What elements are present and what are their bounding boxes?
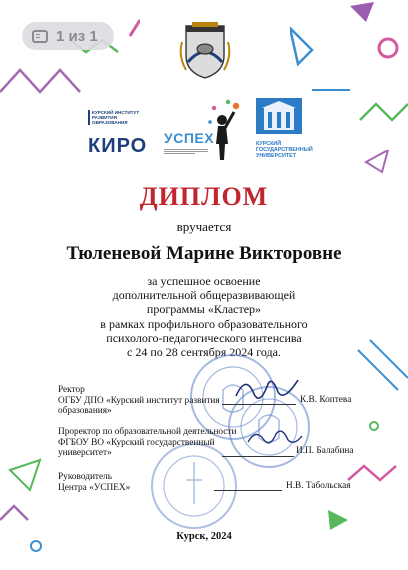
diploma-title: ДИПЛОМ xyxy=(139,182,269,211)
signer-role-line: ОГБУ ДПО «Курский институт развития xyxy=(58,395,220,406)
page-indicator[interactable] xyxy=(22,22,114,50)
reason-text xyxy=(0,274,408,359)
place-year: Курск, 2024 xyxy=(176,531,232,542)
uspeh-logo-word: УСПЕХ xyxy=(164,130,215,146)
signer-name: И.П. Балабина xyxy=(296,446,354,456)
signature-line xyxy=(222,456,294,457)
kiro-logo-small-text: КУРСКИЙ ИНСТИТУТ РАЗВИТИЯ ОБРАЗОВАНИЯ xyxy=(92,110,140,126)
signature-balabina xyxy=(244,424,304,450)
signer-name: К.В. Коптева xyxy=(300,395,352,405)
reason-line: за успешное освоение xyxy=(147,274,261,288)
ksu-logo xyxy=(256,98,313,162)
reason-line: в рамках профильного образовательного xyxy=(100,316,308,331)
signer-role-line: Ректор xyxy=(58,385,85,395)
university-building-icon xyxy=(256,98,302,134)
kiro-logo xyxy=(88,110,150,162)
coat-of-arms-emblem xyxy=(178,22,232,80)
signer-role-line: Руководитель xyxy=(58,472,112,482)
signature-block-center-head xyxy=(58,472,130,493)
signature-block-rector xyxy=(58,385,220,417)
decor-top-right xyxy=(290,0,408,130)
awarded-text: вручается xyxy=(176,219,232,234)
signer-name: Н.В. Табольская xyxy=(286,481,351,491)
kiro-logo-word: КИРО xyxy=(88,135,148,158)
signer-role-line: ФГБОУ ВО «Курский государственный xyxy=(58,437,215,448)
reason-line: дополнительной общеразвивающей xyxy=(112,288,296,303)
signature-line xyxy=(222,404,296,405)
reason-line: программы «Кластер» xyxy=(146,302,262,317)
uspeh-logo-subtitle xyxy=(164,148,208,155)
signature-block-prorector xyxy=(58,427,236,459)
signer-role-line: образования» xyxy=(58,406,112,417)
reason-line: с 24 по 28 сентября 2024 года. xyxy=(127,345,281,360)
signer-role-line: Проректор по образовательной деятельности xyxy=(58,427,237,437)
page-indicator-label: 1 из 1 xyxy=(56,27,98,45)
decor-top-left xyxy=(0,0,140,110)
reason-line: психолого-педагогического интенсива xyxy=(106,330,302,345)
signature-koptseva xyxy=(232,372,302,406)
signer-role-line: университет» xyxy=(58,448,112,459)
ksu-logo-text: КУРСКИЙ ГОСУДАРСТВЕННЫЙ УНИВЕРСИТЕТ xyxy=(256,141,313,160)
signature-line xyxy=(214,490,282,491)
signer-role-line: Центра «УСПЕХ» xyxy=(58,482,131,493)
uspeh-logo xyxy=(162,96,244,166)
recipient-name: Тюленевой Марине Викторовне xyxy=(66,243,342,264)
pages-icon xyxy=(32,30,48,43)
